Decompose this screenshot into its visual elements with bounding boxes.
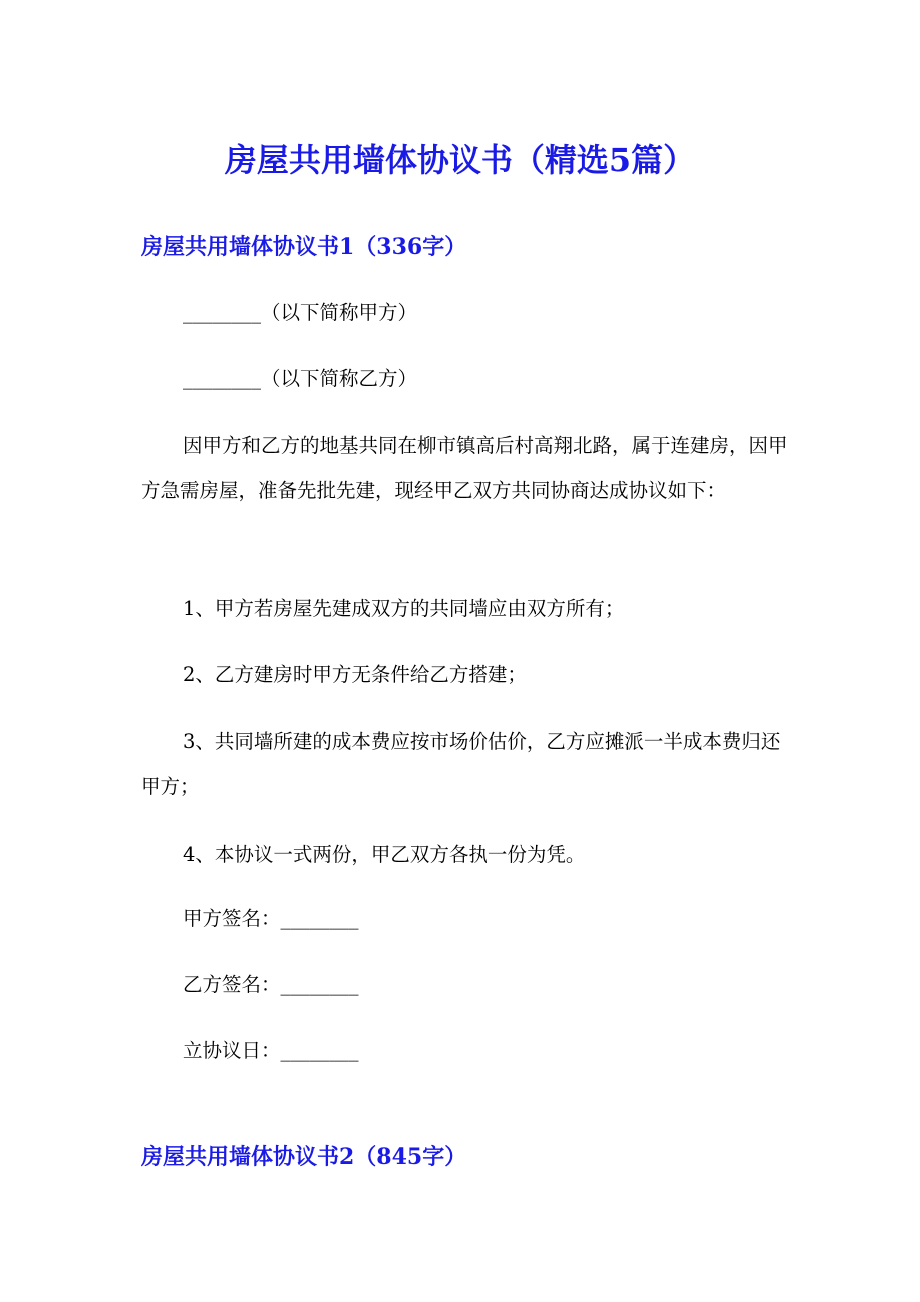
clause-4: 4、本协议一式两份，甲乙双方各执一份为凭。 (183, 843, 586, 866)
intro-paragraph: 因甲方和乙方的地基共同在柳市镇高后村高翔北路，属于连建房，因甲方急需房屋，准备先批先建，现经甲乙双方共同协商达成协议如下： (141, 434, 788, 502)
section-heading-2: 房屋共用墙体协议书2（845字） (141, 1144, 467, 1170)
party-a-line: ________（以下简称甲方） (183, 301, 418, 324)
signature-party-b: 乙方签名：________ (183, 973, 359, 996)
party-b-line: ________（以下简称乙方） (183, 367, 418, 390)
clause-3: 3、共同墙所建的成本费应按市场价估价，乙方应摊派一半成本费归还甲方； (141, 730, 781, 798)
clause-2: 2、乙方建房时甲方无条件给乙方搭建； (183, 663, 527, 686)
clause-1: 1、甲方若房屋先建成双方的共同墙应由双方所有； (183, 597, 625, 620)
document-title: 房屋共用墙体协议书（精选5篇） (224, 141, 696, 179)
agreement-date: 立协议日：________ (183, 1039, 359, 1062)
section-heading-1: 房屋共用墙体协议书1（336字） (141, 234, 467, 260)
signature-party-a: 甲方签名：________ (183, 907, 359, 930)
